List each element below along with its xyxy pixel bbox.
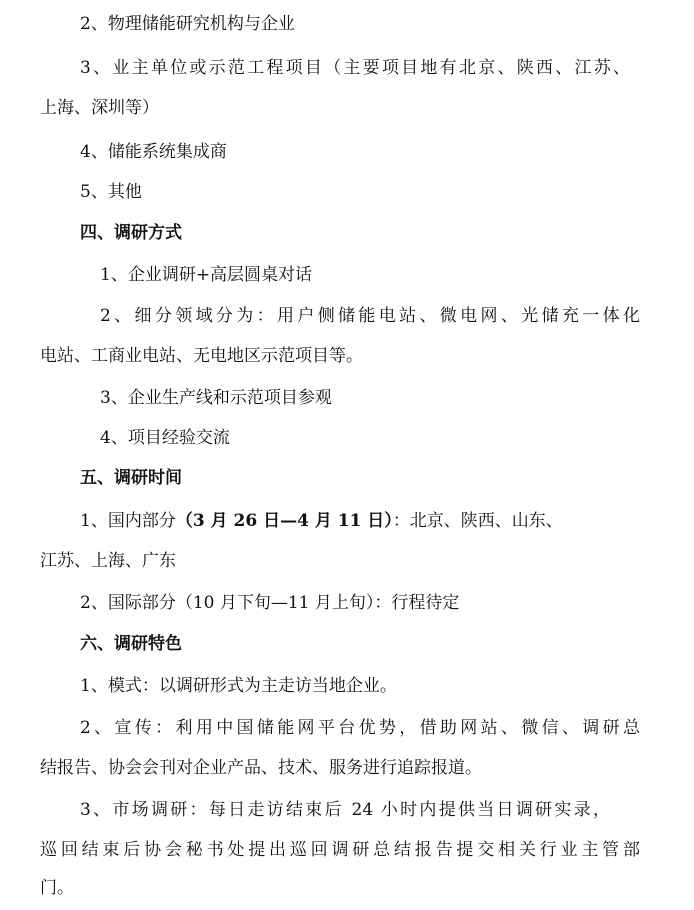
list-item: 4、项目经验交流 [100, 428, 230, 448]
section-heading: 五、调研时间 [80, 468, 182, 488]
section-heading: 四、调研方式 [80, 223, 182, 243]
list-item: 2、国际部分（10 月下旬—11 月上旬）：行程待定 [80, 593, 460, 613]
list-item: 5、其他 [80, 182, 142, 202]
date-range: （3 月 26 日—4 月 11 日） [175, 511, 393, 531]
list-item: 1、模式：以调研形式为主走访当地企业。 [80, 676, 397, 696]
list-item: 3、企业生产线和示范项目参观 [100, 388, 332, 408]
list-item: 4、储能系统集成商 [80, 142, 227, 162]
list-item: 1、企业调研+高层圆桌对话 [100, 265, 313, 285]
list-item-continuation: 电站、工商业电站、无电地区示范项目等。 [40, 346, 363, 366]
list-item: 2、宣传：利用中国储能网平台优势，借助网站、微信、调研总 [80, 718, 640, 738]
list-item-continuation: 上海、深圳等） [40, 98, 159, 118]
list-item-continuation: 江苏、上海、广东 [40, 551, 176, 571]
list-item-continuation: 结报告、协会会刊对企业产品、技术、服务进行追踪报道。 [40, 758, 482, 778]
list-item: 3、市场调研：每日走访结束后 24 小时内提供当日调研实录， [80, 800, 610, 820]
list-item-continuation: 巡回结束后协会秘书处提出巡回调研总结报告提交相关行业主管部 [40, 840, 640, 860]
item-suffix: ：北京、陕西、山东、 [392, 511, 563, 531]
section-heading: 六、调研特色 [80, 634, 182, 654]
list-item: 3、业主单位或示范工程项目（主要项目地有北京、陕西、江苏、 [80, 58, 630, 78]
list-item [80, 509, 563, 533]
list-item: 2、细分领域分为：用户侧储能电站、微电网、光储充一体化 [100, 306, 640, 326]
list-item-continuation: 门。 [40, 878, 74, 898]
list-item: 2、物理储能研究机构与企业 [80, 14, 295, 34]
item-prefix: 1、国内部分 [80, 511, 176, 531]
